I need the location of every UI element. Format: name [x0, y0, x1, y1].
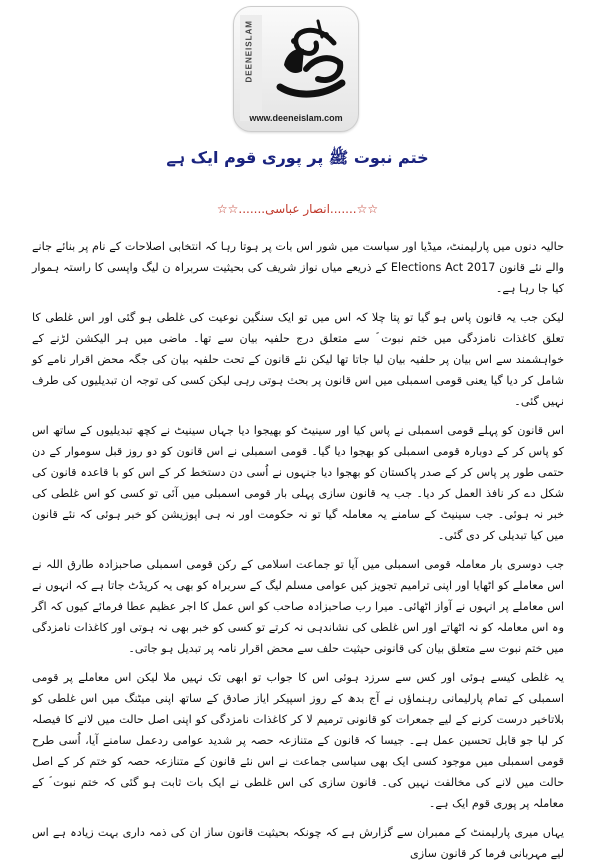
paragraph: حالیہ دنوں میں پارلیمنٹ، میڈیا اور سیاست میں شور اس بات پر ہوتا رہا کہ انتخابی اصلاحات کے نام پر بنائے جانے والے نئے قانون Elections Act 2017 کے ذریعے میاں نواز شریف کی بحیثیت سربراہ ن لیگ واپسی کا راستہ ہموار کیا جا رہا ہے۔ — [32, 240, 565, 295]
paragraph: یہاں میری پارلیمنٹ کے ممبران سے گزارش ہے کہ چونکہ بحیثیت قانون ساز ان کی ذمہ داری بہت زیادہ ہے اس لیے مہربانی فرما کر قانون سازی — [32, 826, 564, 860]
site-logo[interactable] — [233, 6, 359, 132]
logo-url: www.deeneislam.com — [249, 113, 343, 123]
paragraph: اس قانون کو پہلے قومی اسمبلی نے پاس کیا اور سینیٹ کو بھیجوا دیا جہاں سینیٹ نے کچھ تبدیلیوں کے ساتھ اس کو پاس کر کے دوبارہ قومی اسمبلی کو بھجوا دیا گیا۔ قومی اسمبلی نے اس قانون کو دو روز قبل سوموار کے دن حتمی طور پر پاس کر کے صدر پاکستان کو بھجوا دیا جنہوں نے اُسی دن دستخط کر کے اس کو با قاعدہ قانون کی شکل دے کر نافذ العمل کر دیا۔ جب یہ قانون سازی پہلی بار قومی اسمبلی میں آئی تو کسی کو اس غلطی کی خبر نہ ہوئی۔ جب سینیٹ کے سامنے یہ معاملہ گیا تو نہ حکومت اور نہ ہی اپوزیشن کو خبر ہوئی کہ نئے قانون میں کیا تبدیلی کر دی گئی۔ — [32, 424, 564, 542]
paragraph: یہ غلطی کیسے ہوئی اور کس سے سرزد ہوئی اس کا جواب تو ابھی تک نہیں ملا لیکن اس معاملے پر قومی اسمبلی کے تمام پارلیمانی رہنماؤں نے آج بدھ کے روز اسپیکر ایاز صادق کے ساتھ اپنی میٹنگ میں اس غلطی کو بلاتاخیر درست کرنے کے لیے جمعرات کو قانونی ترمیم لا کر کاغذات نامزدگی کو اپنی اصل حالت میں لانے کا فیصلہ کر لیا جو قابل تحسین عمل ہے۔ جیسا کہ قانون کے متنازعہ حصہ پر شدید عوامی ردعمل سامنے آیا، اُسی طرح قومی اسمبلی میں موجود کسی ایک بھی سیاسی جماعت نے اس نئے قانون کے متنازعہ حصہ کو ختم کر کے اصل حالت میں لانے کی مخالفت نہیں کی۔ قانون سازی کی اس غلطی نے ایک بات ثابت ہو گئی کہ ختم نبوت ؐ کے معاملہ پر پوری قوم ایک ہے۔ — [32, 671, 564, 810]
logo-vertical-text — [245, 61, 254, 83]
article-body — [32, 236, 564, 864]
paragraph: جب دوسری بار معاملہ قومی اسمبلی میں آیا تو جماعت اسلامی کے رکن قومی اسمبلی صاحبزادہ طارق اللہ نے اس معاملے کو اٹھایا اور اپنی ترامیم تجویز کیں عوامی مسلم لیگ کے سربراہ کو بھی یہ کریڈٹ جاتا ہے کہ انہوں نے اس معاملے پر انہوں نے آواز اٹھائی۔ میرا رب صاحبزادہ صاحب کو اس عمل کا اجر عظیم عطا فرمائے کیوں کہ اگر وہ اس معاملہ کو نہ اٹھاتے اور اس غلطی کی نشاندہی نہ کرتے تو کسی کو خبر بھی نہ ہوتی اور کاغذات نامزدگی میں ختم نبوت سے متعلق بیان کی قانونی حیثیت حلف سے محض اقرار نامہ پر تبدیل ہو جاتی۔ — [32, 558, 564, 655]
deen-e-islam-calligraphy-logo — [266, 13, 352, 109]
article-title: ختم نبوت ﷺ پر پوری قوم ایک ہے — [166, 148, 429, 167]
article-author: ☆☆.......انصار عباسی.......☆☆ — [216, 202, 379, 216]
paragraph: لیکن جب یہ قانون پاس ہو گیا تو پتا چلا کہ اس میں تو ایک سنگین نوعیت کی غلطی ہو گئی اور اس غلطی کا تعلق کاغذات نامزدگی میں ختم نبوت ؐ سے متعلق درج حلفیہ بیان سے تھا۔ ماضی میں ہر الیکشن لڑنے کے خواہشمند سے اس بیان پر حلفیہ بیان لیا جاتا تھا لیکن نئے قانون کے تحت حلفیہ بیان کی جگہ محض اقرار نامے کو شامل کر دیا گیا یعنی قومی اسمبلی میں اس قانون پر بحث ہوتی رہی لیکن کسی کی توجہ ان تبدیلیوں کی طرف نہیں گئی۔ — [32, 311, 564, 408]
